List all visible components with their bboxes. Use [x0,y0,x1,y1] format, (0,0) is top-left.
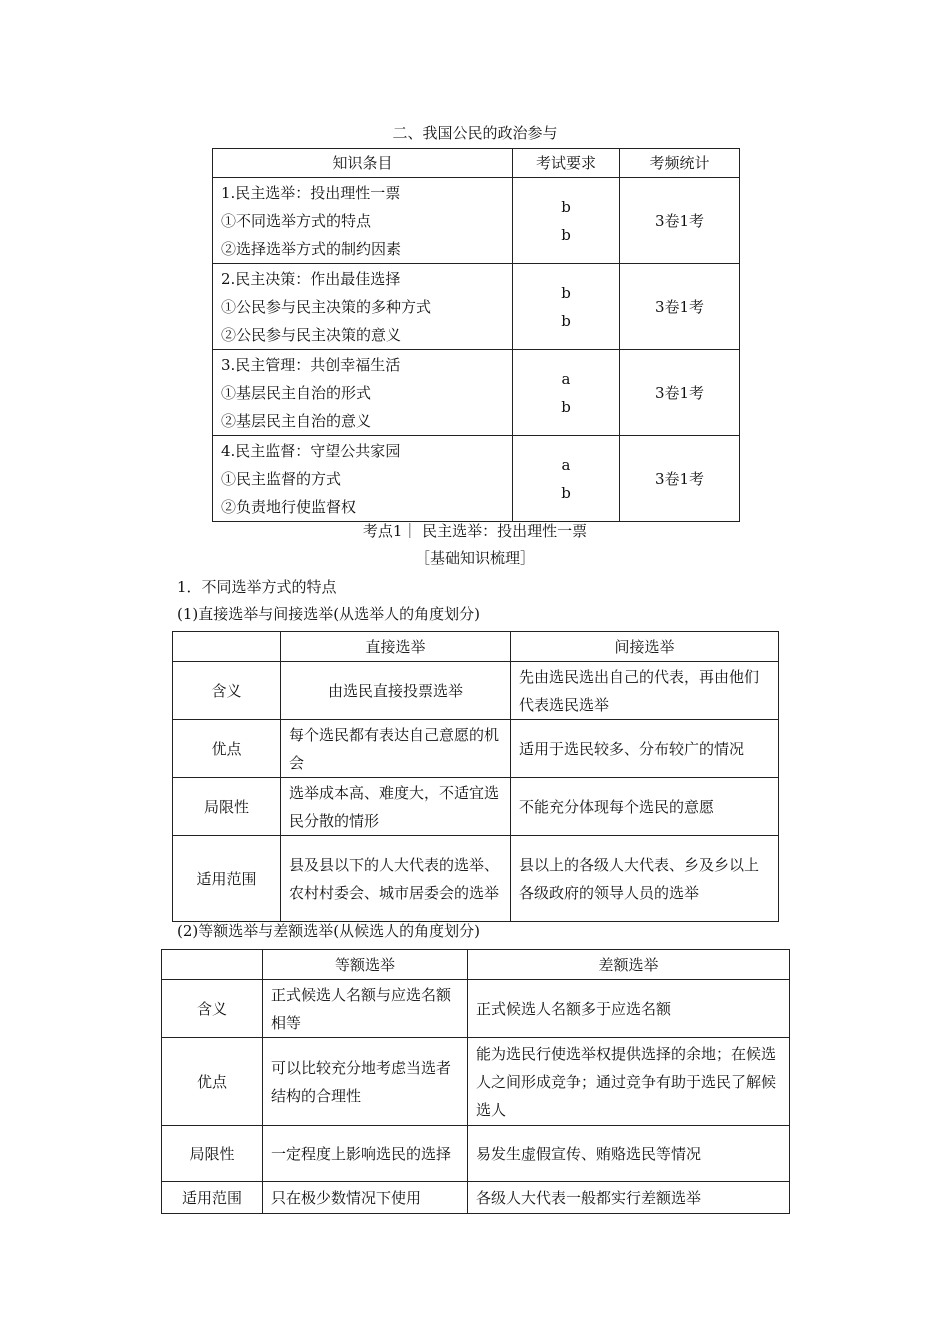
req-value: b [561,397,571,416]
table-cell: 能为选民行使选举权提供选择的余地；在候选人之间形成竞争；通过竞争有助于选民了解候选人 [468,1038,790,1126]
knowledge-title: 3.民主管理：共创幸福生活 [221,355,401,374]
knowledge-item: ②公民参与民主决策的意义 [221,325,402,344]
table-row [162,1126,790,1182]
table-cell: 适用于选民较多、分布较广的情况 [511,720,779,778]
req-value: b [561,197,571,216]
table-cell: 选举成本高、难度大，不适宜选民分散的情形 [281,778,511,836]
req-value: a [561,369,571,388]
row-label: 优点 [162,1038,263,1126]
header-cell [162,950,263,980]
point-heading: 1．不同选举方式的特点 [177,578,337,596]
equal-competitive-table [161,949,790,1214]
knowledge-item: ②负责地行使监督权 [221,497,357,516]
knowledge-cell [213,436,513,522]
knowledge-item: ②基层民主自治的意义 [221,411,372,430]
req-cell [513,264,620,350]
table-cell: 县以上的各级人大代表、乡及乡以上各级政府的领导人员的选举 [511,836,779,922]
req-value: a [561,455,571,474]
table-cell: 一定程度上影响选民的选择 [263,1126,468,1182]
header-cell: 差额选举 [468,950,790,980]
knowledge-item: ①民主监督的方式 [221,469,342,488]
freq-cell: 3卷1考 [620,436,740,522]
row-label: 局限性 [173,778,281,836]
freq-cell: 3卷1考 [620,178,740,264]
header-cell [173,632,281,662]
knowledge-item: ①不同选举方式的特点 [221,211,372,230]
header-cell: 直接选举 [281,632,511,662]
freq-cell: 3卷1考 [620,350,740,436]
table-header-row [162,950,790,980]
req-value: b [561,311,571,330]
section-title: 二、我国公民的政治参与 [392,124,558,142]
table-cell: 先由选民选出自己的代表，再由他们代表选民选举 [511,662,779,720]
table-cell: 由选民直接投票选举 [281,662,511,720]
req-value: b [561,283,571,302]
table-row [173,778,779,836]
table-row [162,1038,790,1126]
table-header-row [173,632,779,662]
table-cell: 县及县以下的人大代表的选举、农村村委会、城市居委会的选举 [281,836,511,922]
row-label: 适用范围 [173,836,281,922]
table-row [213,350,740,436]
row-label: 适用范围 [162,1182,263,1214]
overview-table [212,148,740,522]
table-cell: 各级人大代表一般都实行差额选举 [468,1182,790,1214]
req-cell [513,350,620,436]
table-row [213,436,740,522]
knowledge-title: 4.民主监督：守望公共家园 [221,441,401,460]
table-cell: 每个选民都有表达自己意愿的机会 [281,720,511,778]
header-cell: 考试要求 [513,149,620,178]
table-cell: 不能充分体现每个选民的意愿 [511,778,779,836]
row-label: 局限性 [162,1126,263,1182]
table-row [173,720,779,778]
freq-cell: 3卷1考 [620,264,740,350]
knowledge-item: ①公民参与民主决策的多种方式 [221,297,432,316]
table-row [213,178,740,264]
direct-indirect-table [172,631,779,922]
overview-header-row [213,149,740,178]
table-cell: 易发生虚假宣传、贿赂选民等情况 [468,1126,790,1182]
header-cell: 等额选举 [263,950,468,980]
table-row [162,980,790,1038]
table-cell: 只在极少数情况下使用 [263,1182,468,1214]
table-row [162,1182,790,1214]
sub-heading: (1)直接选举与间接选举(从选举人的角度划分) [177,605,480,623]
header-cell: 知识条目 [213,149,513,178]
req-cell [513,436,620,522]
table-cell: 正式候选人名额与应选名额相等 [263,980,468,1038]
req-cell [513,178,620,264]
header-cell: 间接选举 [511,632,779,662]
knowledge-cell [213,264,513,350]
knowledge-cell [213,350,513,436]
knowledge-item: ①基层民主自治的形式 [221,383,372,402]
knowledge-title: 1.民主选举：投出理性一票 [221,183,401,202]
req-value: b [561,225,571,244]
kaodian-heading: 考点1｜ 民主选举：投出理性一票 [362,522,588,540]
table-row [213,264,740,350]
knowledge-title: 2.民主决策：作出最佳选择 [221,269,401,288]
row-label: 优点 [173,720,281,778]
basic-knowledge-heading: ［基础知识梳理］ [414,549,535,567]
knowledge-item: ②选择选举方式的制约因素 [221,239,402,258]
header-cell: 考频统计 [620,149,740,178]
knowledge-cell [213,178,513,264]
sub-heading: (2)等额选举与差额选举(从候选人的角度划分) [177,922,480,940]
row-label: 含义 [173,662,281,720]
table-cell: 可以比较充分地考虑当选者结构的合理性 [263,1038,468,1126]
table-row [173,836,779,922]
req-value: b [561,483,571,502]
table-row [173,662,779,720]
table-cell: 正式候选人名额多于应选名额 [468,980,790,1038]
row-label: 含义 [162,980,263,1038]
